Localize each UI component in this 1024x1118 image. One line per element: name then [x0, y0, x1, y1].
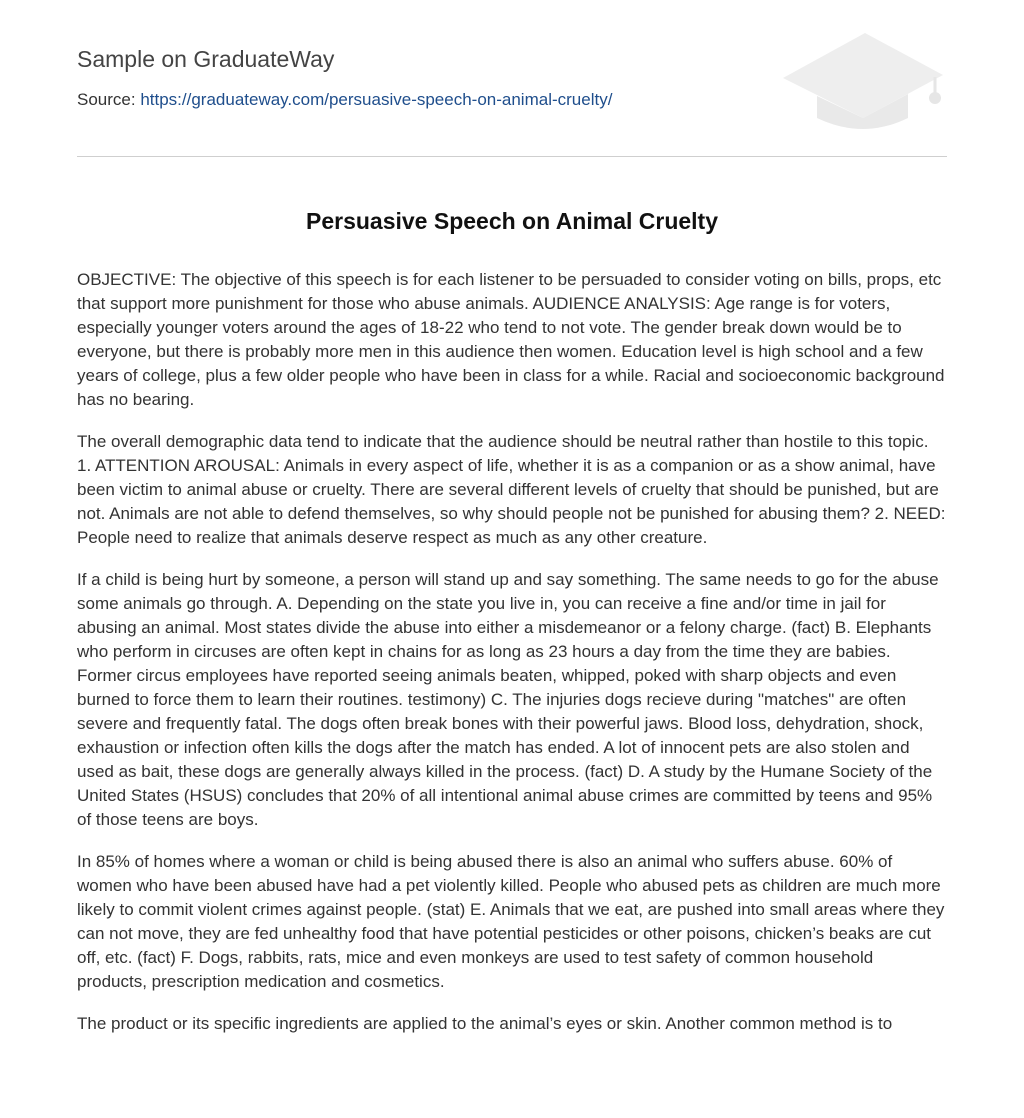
- page-title: Persuasive Speech on Animal Cruelty: [305, 208, 719, 234]
- paragraph: The product or its specific ingredients are applied to the animal’s eyes or skin. Another common method is to: [77, 1014, 893, 1033]
- article-body: [77, 268, 947, 1054]
- source-link[interactable]: https://graduateway.com/persuasive-speech-on-animal-cruelty/: [140, 90, 613, 109]
- paragraph: If a child is being hurt by someone, a person will stand up and say something. The same needs to go for the abuse some animals go through. A. Depending on the state you live in, you can receive a fine and/or time in jail for abusing an animal. Most states divide the abuse into either a misdemeanor or a felony charge. (fact) B. Elephants who perform in circuses are often kept in chains for as long as 23 hours a day from the time they are babies. Former circus employees have reported seeing animals beaten, whipped, poked with sharp objects and even burned to force them to learn their routines. testimony) C. The injuries dogs recieve during "matches" are often severe and frequently fatal. The dogs often break bones with their powerful jaws. Blood loss, dehydration, shock, exhaustion or infection often kills the dogs after the match has ended. A lot of innocent pets are also stolen and used as bait, these dogs are generally always killed in the process. (fact) D. A study by the Humane Society of the United States (HSUS) concludes that 20% of all intentional animal abuse crimes are committed by teens and 95% of those teens are boys.: [77, 570, 939, 829]
- header: [77, 0, 947, 157]
- paragraph: In 85% of homes where a woman or child is being abused there is also an animal who suffers abuse. 60% of women who have been abused have had a pet violently killed. People who abused pets as children are much more likely to commit violent crimes against people. (stat) E. Animals that we eat, are pushed into small areas where they can not move, they are fed unhealthy food that have potential pesticides or other poisons, chicken’s beaks are cut off, etc. (fact) F. Dogs, rabbits, rats, mice and even monkeys are used to test safety of common household products, prescription medication and cosmetics.: [77, 852, 945, 991]
- source-label: Source:: [77, 90, 141, 109]
- site-name: Sample on GraduateWay: [77, 46, 335, 72]
- paragraph: The overall demographic data tend to indicate that the audience should be neutral rather than hostile to this topic. 1. ATTENTION AROUSAL: Animals in every aspect of life, whether it is as a companion or as a show animal, have been victim to animal abuse or cruelty. There are several different levels of cruelty that should be punished, but are not. Animals are not able to defend themselves, so why should people not be punished for abusing them? 2. NEED: People need to realize that animals deserve respect as much as any other creature.: [77, 432, 946, 547]
- page: [77, 0, 947, 1033]
- source-line: [77, 89, 612, 111]
- paragraph: OBJECTIVE: The objective of this speech is for each listener to be persuaded to consider voting on bills, props, etc that support more punishment for those who abuse animals. AUDIENCE ANALYSIS: Age range is for voters, especially younger voters around the ages of 18-22 who tend to not vote. The gender break down would be to everyone, but there is probably more men in this audience then women. Education level is high school and a few years of college, plus a few older people who have been in class for a while. Racial and socioeconomic background has no bearing.: [77, 270, 945, 409]
- graduation-cap-icon: [780, 30, 946, 134]
